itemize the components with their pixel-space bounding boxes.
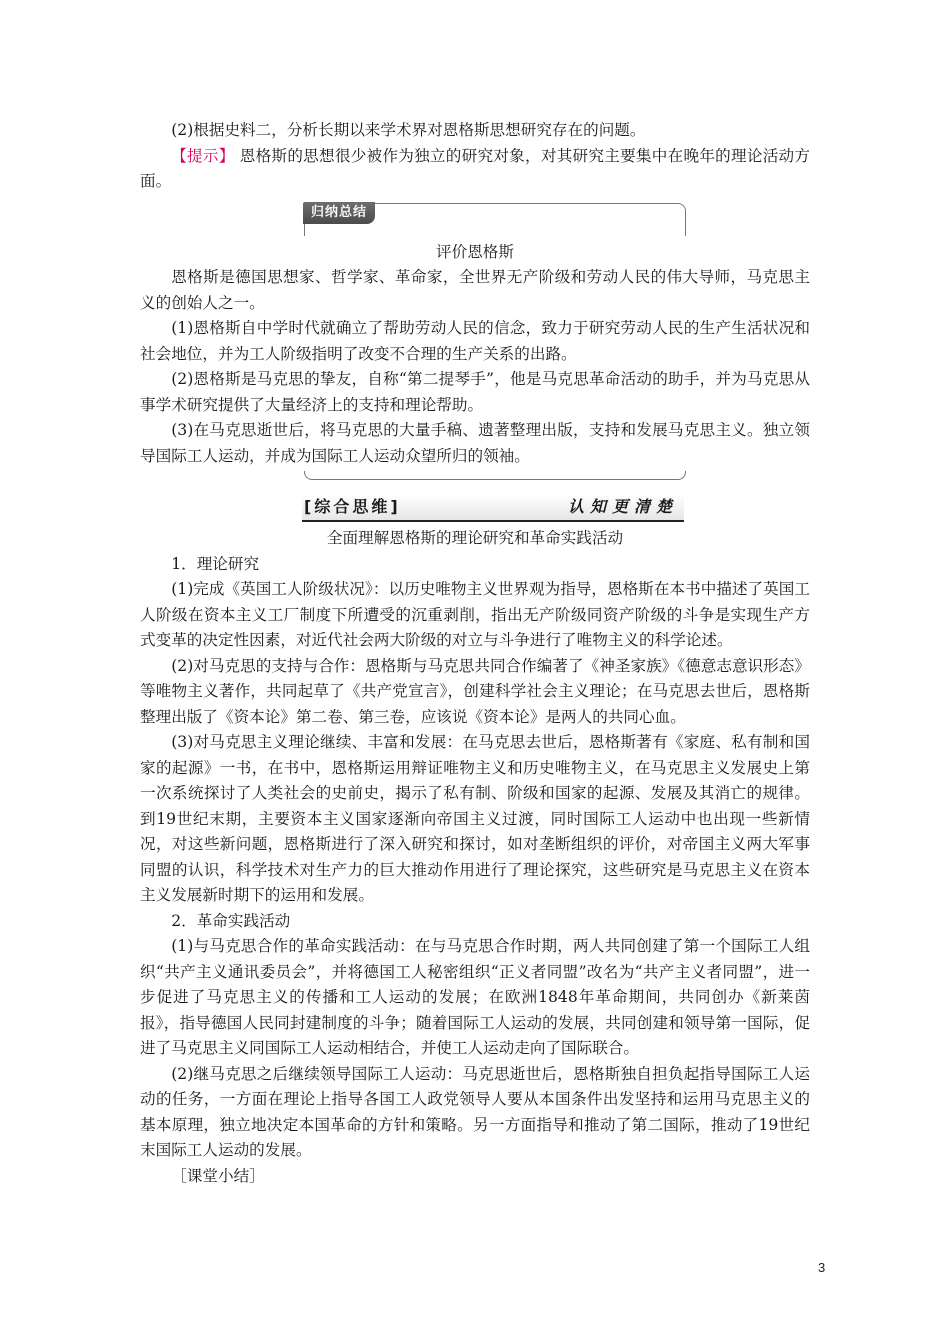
sec1-item: (3)对马克思主义理论继续、丰富和发展：在马克思去世后，恩格斯著有《家庭、私有制和国家的起源》一书，在书中，恩格斯运用辩证唯物主义和历史唯物主义，在马克思主义发展史上第一次系统探讨了人类社会的史前史，揭示了私有制、阶级和国家的起源、发展及其消亡的规律。到19世纪末期，主要资本主义国家逐渐向帝国主义过渡，同时国际工人运动中也出现一些新情况，对这些新问题，恩格斯进行了深入研究和探讨，如对垄断组织的评价，对帝国主义两大军事同盟的认识，科学技术对生产力的巨大推动作用进行了理论探究，这些研究是马克思主义在资本主义发展新时期下的运用和发展。	[140, 733, 810, 904]
question-2: (2)根据史料二，分析长期以来学术界对恩格斯思想研究存在的问题。	[171, 121, 646, 139]
section-title: 全面理解恩格斯的理论研究和革命实践活动	[326, 529, 624, 547]
sec2-item: (1)与马克思合作的革命实践活动：在与马克思合作时期，两人共同创建了第一个国际工人组织“共产主义通讯委员会”，并将德国工人秘密组织“正义者同盟”改名为“共产主义者同盟”，进一步促进了马克思主义的传播和工人运动的发展；在欧洲1848年革命期间，共同创办《新莱茵报》，指导德国人民同封建制度的斗争；随着国际工人运动的发展，共同创建和领导第一国际，促进了马克思主义同国际工人运动相结合，并使工人运动走向了国际联合。	[140, 937, 810, 1057]
hint-text: 恩格斯的思想很少被作为独立的研究对象，对其研究主要集中在晚年的理论活动方面。	[140, 146, 810, 190]
summary-tag: 归纳总结	[303, 202, 375, 224]
hint-label: 【提示】	[171, 146, 235, 165]
sec2-item: (2)继马克思之后继续领导国际工人运动：马克思逝世后，恩格斯独自担负起指导国际工人运动的任务，一方面在理论上指导各国工人政党领导人要从本国条件出发坚持和运用马克思主义的基本原理，独立地决定本国革命的方针和策略。另一方面指导和推动了第二国际，推动了19世纪末国际工人运动的发展。	[140, 1064, 810, 1159]
summary-item: (2)恩格斯是马克思的挚友，自称“第二提琴手”，他是马克思革命活动的助手，并为马克思从事学术研究提供了大量经济上的支持和理论帮助。	[140, 370, 810, 414]
page-number: 3	[818, 1260, 826, 1275]
class-summary: ［课堂小结］	[171, 1166, 265, 1185]
summary-box-footer	[304, 471, 686, 480]
summary-item: (1)恩格斯自中学时代就确立了帮助劳动人民的信念，致力于研究劳动人民的生产生活状况和社会地位，并为工人阶级指明了改变不合理的生产关系的出路。	[140, 319, 810, 363]
sec1-item: (2)对马克思的支持与合作：恩格斯与马克思共同合作编著了《神圣家族》《德意志意识形态》等唯物主义著作，共同起草了《共产党宣言》，创建科学社会主义理论；在马克思去世后，恩格斯整理出版了《资本论》第二卷、第三卷，应该说《资本论》是两人的共同心血。	[140, 656, 810, 726]
summary-item: (3)在马克思逝世后，将马克思的大量手稿、遗著整理出版，支持和发展马克思主义。独立领导国际工人运动，并成为国际工人运动众望所归的领袖。	[140, 421, 810, 465]
banner-right-label: 认知更清楚	[567, 497, 678, 516]
sec2-title: 2．革命实践活动	[171, 911, 291, 930]
comprehensive-thinking-banner	[302, 494, 684, 522]
hint-paragraph	[140, 144, 810, 195]
summary-intro: 恩格斯是德国思想家、哲学家、革命家，全世界无产阶级和劳动人民的伟大导师，马克思主义的创始人之一。	[140, 268, 810, 312]
page-content	[140, 118, 810, 1189]
summary-box-header	[304, 203, 686, 236]
sec1-title: 1．理论研究	[171, 554, 260, 573]
banner-left-label: [综合思维]	[304, 497, 401, 516]
summary-title: 评价恩格斯	[436, 242, 514, 261]
sec1-item: (1)完成《英国工人阶级状况》：以历史唯物主义世界观为指导，恩格斯在本书中描述了英国工人阶级在资本主义工厂制度下所遭受的沉重剥削，指出无产阶级同资产阶级的斗争是实现生产方式变革的决定性因素，对近代社会两大阶级的对立与斗争进行了唯物主义的科学论述。	[140, 580, 810, 649]
